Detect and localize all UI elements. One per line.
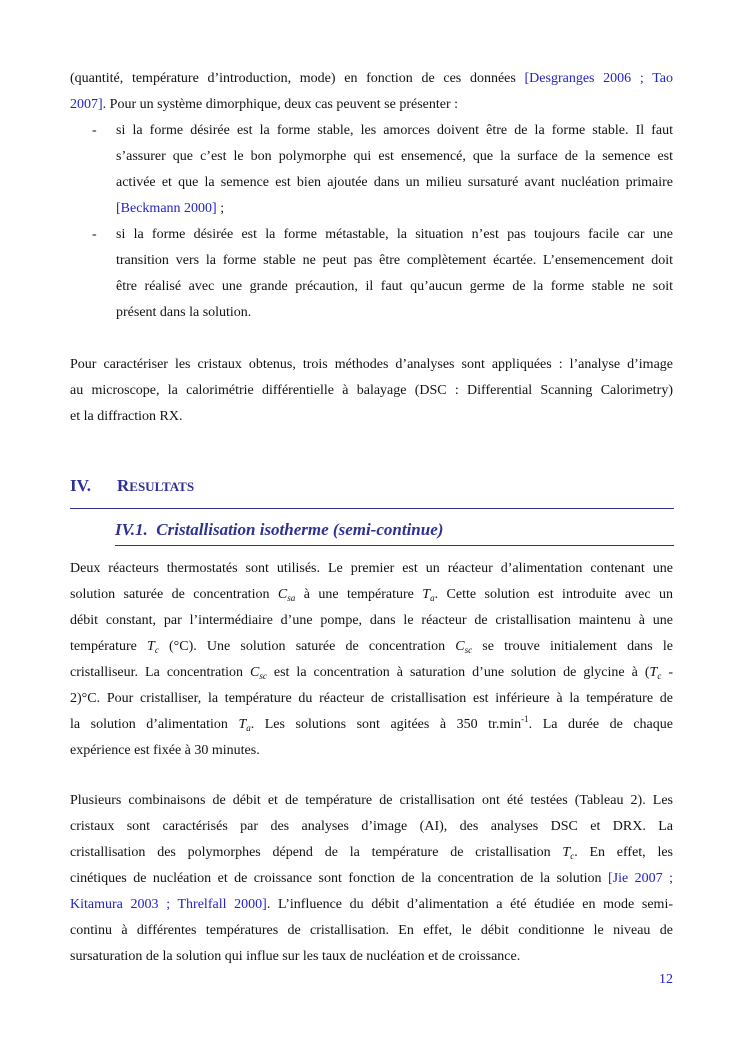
text-run: (quantité, température d’introduction, mode) en fonction de ces données [70,71,525,86]
text-run: . Cette solution est introduite avec un [434,587,673,602]
text-run: se trouve initialement dans le [472,639,674,654]
text-run: . Pour un système dimorphique, deux cas peuvent se présenter : [102,97,459,112]
text-run: activée et que la semence est bien ajoutée dans un milieu sursaturé avant nucléation primaire [116,175,673,190]
text-line [116,147,673,167]
text-run: la solution d’alimentation [70,717,239,732]
text-run: sursaturation de la solution qui influe sur les taux de nucléation et de croissance. [70,949,521,964]
text-run: sc [259,671,267,681]
text-run: et la diffraction RX. [70,409,183,424]
text-run: cristalliseur. La concentration [70,665,251,680]
text-run: . Les solutions sont agitées à 350 tr.min [250,717,522,732]
text-line [70,355,673,375]
text-line [70,843,673,863]
text-line [70,895,673,915]
text-run: transition vers la forme stable ne peut pas être complètement écartée. L’ensemencement doit [116,253,673,268]
page-number: 12 [659,972,673,987]
citation-link[interactable]: [Beckmann 2000] [116,201,217,216]
text-run: . La durée de chaque [528,717,673,732]
text-run: solution saturée de concentration [70,587,278,602]
text-run: C [455,639,465,654]
text-line [70,715,673,735]
text-run: Pour caractériser les cristaux obtenus, trois méthodes d’analyses sont appliquées : l’analyse d’image [70,357,673,372]
text-line [70,585,673,605]
text-line [116,303,673,323]
text-run: expérience est fixée à 30 minutes. [70,743,260,758]
subsection-heading: IV.1. Cristallisation isotherme (semi-continue) [115,520,444,539]
bullet-dash: - [92,123,97,138]
citation-link[interactable]: [Jie 2007 ; [608,871,673,886]
text-line [70,95,673,115]
text-run: Deux réacteurs thermostatés sont utilisés. Le premier est un réacteur d’alimentation contenant une [70,561,673,576]
citation-link[interactable]: Kitamura 2003 ; Threlfall 2000] [70,897,267,912]
text-run: débit constant, par l’intermédiaire d’une pompe, dans le réacteur de cristallisation maintenu à une [70,613,673,628]
section-rule [70,508,674,509]
text-run: sa [287,593,296,603]
citation-link[interactable]: 2007] [70,97,103,112]
citation-link[interactable]: [Desgranges 2006 ; Tao [524,71,673,86]
text-run: 2)°C. Pour cristalliser, la température du réacteur de cristallisation est inférieure à la température de [70,691,673,706]
text-run: . L’influence du débit d’alimentation a été étudiée en mode semi- [266,897,673,912]
text-line [116,225,673,245]
text-line [70,407,673,427]
text-run: a [430,593,435,603]
text-run: continu à différentes températures de cristallisation. En effet, le débit conditionne le niveau de [70,923,673,938]
text-run: si la forme désirée est la forme stable, les amorces doivent être de la forme stable. Il faut [116,123,673,138]
text-run: est la concentration à saturation d’une solution de glycine à ( [266,665,650,680]
section-title-initial: R [117,476,130,495]
text-line [70,689,673,709]
text-run: c [154,645,159,655]
text-line [116,277,673,297]
text-run: si la forme désirée est la forme métastable, la situation n’est pas toujours facile car une [116,227,673,242]
text-run: cristaux sont caractérisés par des analyses d’image (AI), des analyses DSC et DRX. La [70,819,673,834]
text-run: C [250,665,260,680]
text-line [70,869,673,889]
text-line [70,921,673,941]
text-run: T [238,717,247,732]
text-run: T [649,665,658,680]
text-line [70,69,673,89]
text-line [70,637,673,657]
text-line [70,817,673,837]
text-run: C [277,587,288,602]
text-run: être réalisé avec une grande précaution, il faut qu’aucun germe de la forme stable ne soit [116,279,673,294]
text-run: Plusieurs combinaisons de débit et de température de cristallisation ont été testées (Tableau 2). Les [70,793,673,808]
bullet-dash: - [92,227,97,242]
text-run: présent dans la solution. [116,305,252,320]
text-run: s’assurer que c’est le bon polymorphe qui est ensemencé, que la surface de la semence est [116,149,673,164]
text-run: T [422,587,431,602]
text-line [70,611,673,631]
text-run: à une température [295,587,423,602]
text-run: T [147,639,155,654]
text-line [70,741,673,761]
text-run: -1 [521,714,529,724]
text-line [70,947,673,967]
text-run: au microscope, la calorimétrie différentielle à balayage (DSC : Differential Scanning Calorimetry) [70,383,673,398]
text-run: a [246,723,251,733]
section-title-rest: ESULTATS [129,479,195,494]
text-run: T [562,845,571,860]
section-heading [70,476,194,496]
text-run: sc [464,645,473,655]
text-run: température [70,639,148,654]
text-line [70,381,673,401]
text-run: ; [216,201,225,216]
text-line [70,791,673,811]
text-run: c [657,671,662,681]
text-run: cinétiques de nucléation et de croissance sont fonction de la concentration de la solution [70,871,609,886]
text-line [116,173,673,193]
text-line [116,251,673,271]
text-run: c [570,851,575,861]
text-run: - [661,665,673,680]
text-line [116,199,673,219]
text-run: cristallisation des polymorphes dépend de la température de cristallisation [70,845,563,860]
text-line [70,663,673,683]
subsection-rule [115,545,674,546]
text-run: (°C). Une solution saturée de concentration [158,639,456,654]
text-run: . En effet, les [574,845,673,860]
text-line [70,559,673,579]
section-number: IV. [70,476,91,495]
text-line [116,121,673,141]
